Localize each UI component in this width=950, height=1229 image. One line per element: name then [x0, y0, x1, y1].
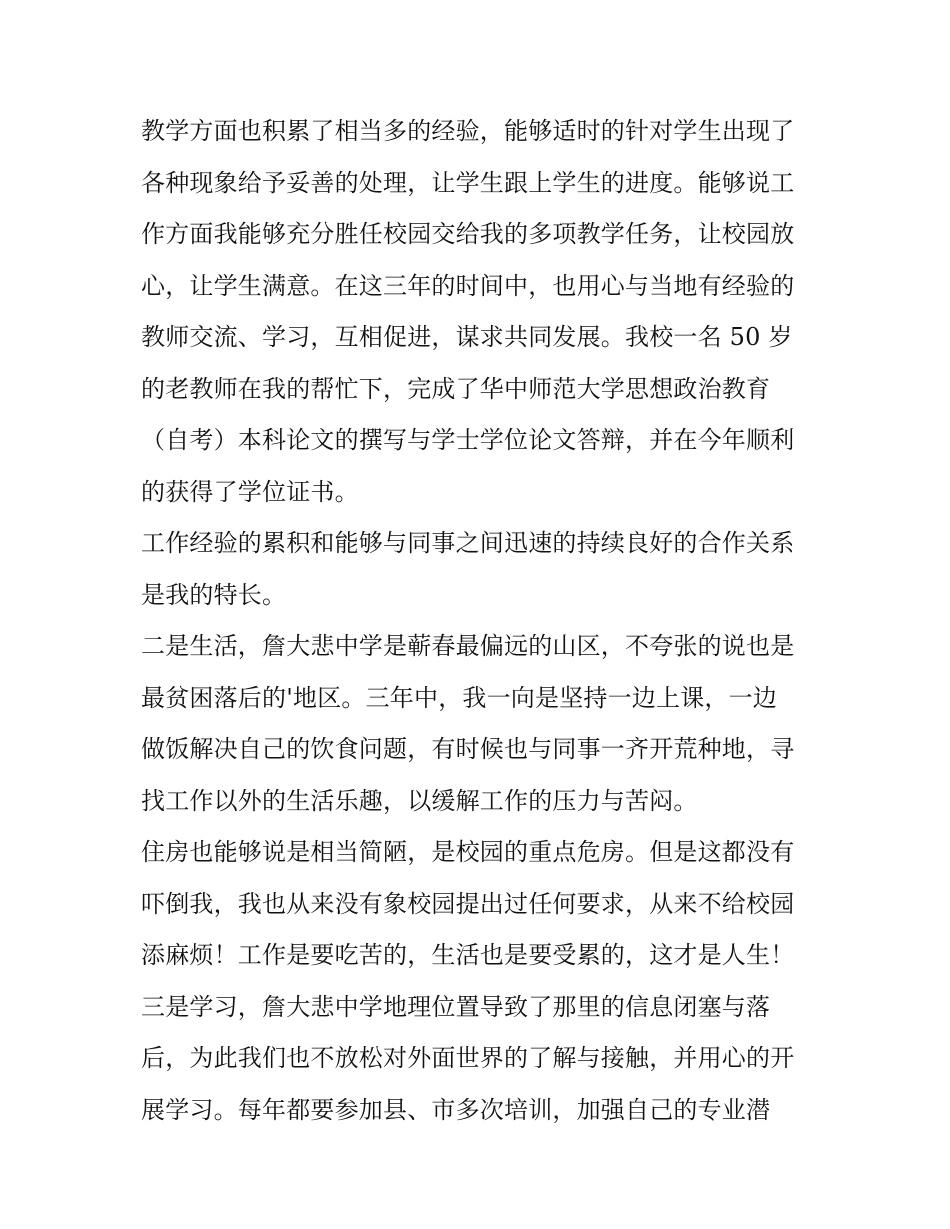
text-line: 是我的特长。	[141, 580, 287, 609]
text-line: 展学习。每年都要参加县、市多次培训，加强自己的专业潜	[141, 1095, 771, 1124]
text-line: 教学方面也积累了相当多的经验，能够适时的针对学生出现了	[141, 117, 795, 145]
text-line: 住房也能够说是相当简陋，是校园的重点危房。但是这都没有	[141, 838, 795, 866]
text-line: 工作经验的累积和能够与同事之间迅速的持续良好的合作关系	[141, 529, 795, 557]
text-line: 心，让学生满意。在这三年的时间中，也用心与当地有经验的	[141, 271, 795, 300]
text-line: 吓倒我，我也从来没有象校园提出过任何要求，从来不给校园	[141, 889, 795, 918]
body-text	[141, 106, 821, 1136]
text-line: 的老教师在我的帮忙下，完成了华中师范大学思想政治教育	[141, 374, 771, 403]
text-line: 的获得了学位证书。	[141, 477, 359, 506]
text-line: （自考）本科论文的撰写与学士学位论文答辩，并在今年顺利	[141, 426, 795, 454]
text-line: 最贫困落后的'地区。三年中，我一向是坚持一边上课，一边	[141, 683, 777, 712]
text-line: 后，为此我们也不放松对外面世界的了解与接触，并用心的开	[141, 1044, 795, 1072]
text-line: 各种现象给予妥善的处理，让学生跟上学生的进度。能够说工	[141, 168, 795, 197]
text-line: 做饭解决自己的饮食问题，有时候也与同事一齐开荒种地，寻	[141, 735, 795, 763]
text-line: 找工作以外的生活乐趣，以缓解工作的压力与苦闷。	[141, 786, 698, 815]
text-line: 二是生活，詹大悲中学是蕲春最偏远的山区，不夸张的说也是	[141, 632, 795, 660]
text-line: 教师交流、学习，互相促进，谋求共同发展。我校一名 50 岁	[141, 323, 793, 351]
text-line: 作方面我能够充分胜任校园交给我的多项教学任务，让校园放	[141, 220, 795, 248]
text-line: 添麻烦！工作是要吃苦的，生活也是要受累的，这才是人生！	[141, 941, 795, 969]
text-line: 三是学习，詹大悲中学地理位置导致了那里的信息闭塞与落	[141, 992, 771, 1021]
